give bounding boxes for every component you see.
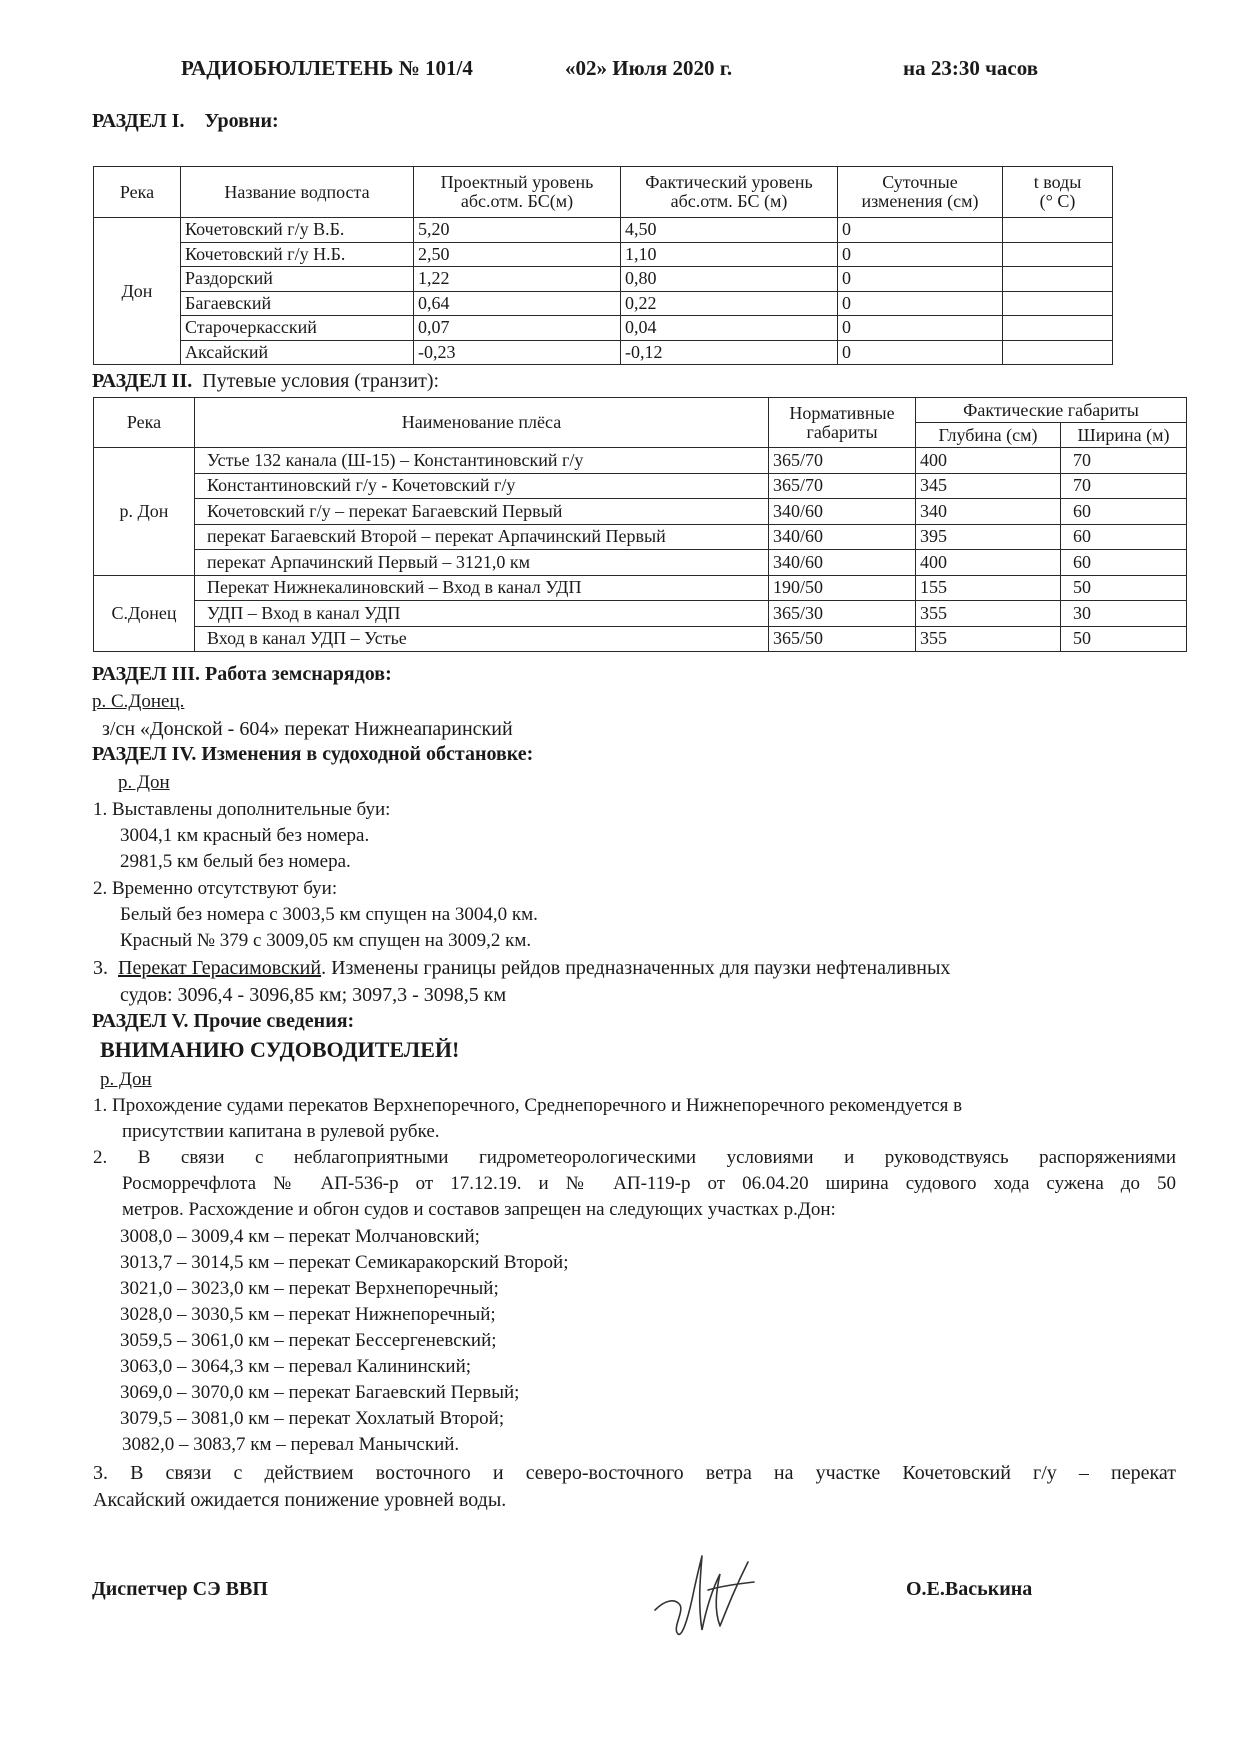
design-cell: -0,23: [414, 340, 621, 365]
col-water-temp: [1003, 167, 1113, 218]
section5-item2-line3: метров. Расхождение и обгон судов и составов запрещен на следующих участках р.Дон:: [122, 1199, 836, 1220]
table-row: [94, 601, 1187, 627]
table-row: [94, 218, 1113, 243]
width-cell: 60: [1061, 524, 1187, 550]
norm-cell: 340/60: [769, 524, 916, 550]
temp-cell: [1003, 291, 1113, 316]
temp-cell: [1003, 316, 1113, 341]
restricted-site: 3013,7 – 3014,5 км – перекат Семикаракорский Второй;: [120, 1252, 569, 1273]
reach-cell: Константиновский г/у - Кочетовский г/у: [195, 473, 769, 499]
col-actual-dimensions: Фактические габариты: [916, 398, 1187, 423]
design-cell: 0,64: [414, 291, 621, 316]
table-row: [94, 340, 1113, 365]
table-row: [94, 267, 1113, 292]
width-cell: 50: [1061, 575, 1187, 601]
col-normative-l2: габариты: [806, 421, 878, 442]
col-normative-l1: Нормативные: [789, 402, 895, 423]
col-width: Ширина (м): [1061, 423, 1187, 448]
width-cell: 70: [1061, 448, 1187, 474]
depth-cell: 155: [916, 575, 1061, 601]
section2-title: Путевые условия (транзит):: [202, 370, 440, 392]
section4-item3-text: . Изменены границы рейдов предназначенных для паузки нефтеналивных: [321, 957, 951, 979]
norm-cell: 365/30: [769, 601, 916, 627]
section2-heading: [92, 370, 439, 393]
table-row: [94, 550, 1187, 576]
dispatcher-name: О.Е.Васькина: [906, 1578, 1033, 1600]
reach-cell: перекат Арпачинский Первый – 3121,0 км: [195, 550, 769, 576]
actual-cell: 0,04: [621, 316, 838, 341]
norm-cell: 340/60: [769, 499, 916, 525]
table-row: [94, 448, 1187, 474]
section5-item1-line2: присутствии капитана в рулевой рубке.: [122, 1121, 440, 1142]
table-row: [94, 499, 1187, 525]
section5-heading: РАЗДЕЛ V. Прочие сведения:: [92, 1010, 355, 1032]
actual-cell: 0,80: [621, 267, 838, 292]
reach-cell: УДП – Вход в канал УДП: [195, 601, 769, 627]
actual-cell: 4,50: [621, 218, 838, 243]
change-cell: 0: [838, 291, 1003, 316]
norm-cell: 190/50: [769, 575, 916, 601]
restricted-site: 3008,0 – 3009,4 км – перекат Молчановский;: [120, 1226, 480, 1247]
section4-item1: 1. Выставлены дополнительные буи:: [93, 799, 391, 820]
width-cell: 60: [1061, 550, 1187, 576]
attention-heading: ВНИМАНИЮ СУДОВОДИТЕЛЕЙ!: [100, 1037, 460, 1062]
section3-dredger-line: з/сн «Донской - 604» перекат Нижнеапаринский: [102, 718, 513, 740]
col-daily-change-l1: Суточные: [882, 172, 958, 193]
post-cell: Багаевский: [181, 291, 414, 316]
reach-cell: Вход в канал УДП – Устье: [195, 626, 769, 652]
col-water-temp-l2: (° С): [1039, 191, 1076, 211]
design-cell: 2,50: [414, 242, 621, 267]
depth-cell: 355: [916, 626, 1061, 652]
section1-title: Уровни:: [204, 110, 279, 132]
col-water-temp-l1: t воды: [1033, 172, 1082, 193]
section4-item2: 2. Временно отсутствуют буи:: [93, 878, 338, 899]
section4-item3-number: 3.: [93, 957, 108, 979]
restricted-site: 3063,0 – 3064,3 км – перевал Калининский;: [120, 1356, 472, 1377]
reach-cell: перекат Багаевский Второй – перекат Арпачинский Первый: [195, 524, 769, 550]
levels-table: [93, 166, 1113, 365]
col-normative: [769, 398, 916, 448]
section1-heading: [92, 110, 279, 133]
actual-cell: -0,12: [621, 340, 838, 365]
actual-cell: 0,22: [621, 291, 838, 316]
col-design-level-l1: Проектный уровень: [440, 172, 594, 193]
width-cell: 30: [1061, 601, 1187, 627]
norm-cell: 340/60: [769, 550, 916, 576]
change-cell: 0: [838, 316, 1003, 341]
restricted-site: 3021,0 – 3023,0 км – перекат Верхнепоречный;: [120, 1278, 499, 1299]
col-reach: Наименование плёса: [195, 398, 769, 448]
col-daily-change: [838, 167, 1003, 218]
width-cell: 70: [1061, 473, 1187, 499]
col-daily-change-l2: изменения (см): [861, 191, 979, 211]
change-cell: 0: [838, 242, 1003, 267]
table-row: [94, 473, 1187, 499]
section5-item3-line1: 3. В связи с действием восточного и северо-восточного ветра на участке Кочетовский г/у – перекат: [93, 1462, 1176, 1484]
restricted-site: 3059,5 – 3061,0 км – перекат Бессергеневский;: [120, 1330, 497, 1351]
depth-cell: 345: [916, 473, 1061, 499]
post-cell: Старочеркасский: [181, 316, 414, 341]
reach-cell: Перекат Нижнекалиновский – Вход в канал УДП: [195, 575, 769, 601]
design-cell: 1,22: [414, 267, 621, 292]
change-cell: 0: [838, 218, 1003, 243]
section4-heading: РАЗДЕЛ IV. Изменения в судоходной обстановке:: [92, 743, 534, 765]
section3-river: р. С.Донец.: [92, 691, 185, 712]
temp-cell: [1003, 242, 1113, 267]
bulletin-date: «02» Июля 2020 г.: [565, 56, 733, 80]
table-row: [94, 626, 1187, 652]
section4-item2b: Красный № 379 с 3009,05 км спущен на 3009,2 км.: [120, 930, 532, 951]
col-river: Река: [94, 398, 195, 448]
depth-cell: 400: [916, 448, 1061, 474]
norm-cell: 365/70: [769, 473, 916, 499]
depth-cell: 400: [916, 550, 1061, 576]
section3-heading: РАЗДЕЛ III. Работа земснарядов:: [92, 663, 392, 685]
col-post: Название водпоста: [181, 167, 414, 218]
norm-cell: 365/70: [769, 448, 916, 474]
norm-cell: 365/50: [769, 626, 916, 652]
table-row: [94, 575, 1187, 601]
col-design-level-l2: абс.отм. БС(м): [460, 191, 574, 211]
section4-item2a: Белый без номера с 3003,5 км спущен на 3004,0 км.: [120, 904, 538, 925]
reach-cell: Устье 132 канала (Ш-15) – Константиновский г/у: [195, 448, 769, 474]
table-row: [94, 242, 1113, 267]
dispatcher-label: Диспетчер СЭ ВВП: [92, 1578, 268, 1600]
section5-item1-line1: 1. Прохождение судами перекатов Верхнепоречного, Среднепоречного и Нижнепоречного рекомендуется в: [93, 1095, 963, 1116]
width-cell: 50: [1061, 626, 1187, 652]
bulletin-time: на 23:30 часов: [903, 56, 1039, 80]
temp-cell: [1003, 267, 1113, 292]
design-cell: 5,20: [414, 218, 621, 243]
depth-cell: 355: [916, 601, 1061, 627]
section5-item2-line2: Росморречфлота № АП-536-р от 17.12.19. и № АП-119-р от 06.04.20 ширина судового хода сужена до 50: [122, 1173, 1176, 1194]
levels-table-header: [94, 167, 1113, 218]
section5-river: р. Дон: [100, 1069, 152, 1090]
section4-river: р. Дон: [118, 772, 170, 793]
section4-item1b: 2981,5 км белый без номера.: [120, 851, 351, 872]
temp-cell: [1003, 218, 1113, 243]
route-table-header: [94, 398, 1187, 423]
route-conditions-table: [93, 397, 1187, 652]
restricted-site: 3028,0 – 3030,5 км – перекат Нижнепоречный;: [120, 1304, 496, 1325]
width-cell: 60: [1061, 499, 1187, 525]
col-design-level: [414, 167, 621, 218]
table-row: [94, 524, 1187, 550]
col-depth: Глубина (см): [916, 423, 1061, 448]
change-cell: 0: [838, 340, 1003, 365]
section4-item3-line2: судов: 3096,4 - 3096,85 км; 3097,3 - 3098,5 км: [120, 984, 507, 1006]
post-cell: Раздорский: [181, 267, 414, 292]
bulletin-title: РАДИОБЮЛЛЕТЕНЬ № 101/4: [181, 56, 473, 80]
restricted-site: 3082,0 – 3083,7 км – перевал Манычский.: [122, 1434, 460, 1455]
post-cell: Аксайский: [181, 340, 414, 365]
section2-number: РАЗДЕЛ II.: [92, 370, 193, 392]
col-actual-level-l2: абс.отм. БС (м): [670, 191, 788, 211]
section5-item2-line1: 2. В связи с неблагоприятными гидрометеорологическими условиями и руководствуясь распоряжениями: [93, 1147, 1176, 1168]
actual-cell: 1,10: [621, 242, 838, 267]
restricted-site: 3079,5 – 3081,0 км – перекат Хохлатый Второй;: [120, 1408, 505, 1429]
col-actual-level: [621, 167, 838, 218]
change-cell: 0: [838, 267, 1003, 292]
section4-item3: [93, 955, 950, 981]
depth-cell: 340: [916, 499, 1061, 525]
table-row: [94, 316, 1113, 341]
river-cell: р. Дон: [94, 448, 195, 576]
restricted-site: 3069,0 – 3070,0 км – перекат Багаевский Первый;: [120, 1382, 520, 1403]
handwritten-signature: [650, 1550, 760, 1645]
river-cell: Дон: [94, 218, 181, 365]
design-cell: 0,07: [414, 316, 621, 341]
temp-cell: [1003, 340, 1113, 365]
river-cell: С.Донец: [94, 575, 195, 652]
table-row: [94, 291, 1113, 316]
post-cell: Кочетовский г/у Н.Б.: [181, 242, 414, 267]
section5-item3-line2: Аксайский ожидается понижение уровней воды.: [93, 1489, 507, 1511]
section4-item1a: 3004,1 км красный без номера.: [120, 825, 370, 846]
col-river: Река: [94, 167, 181, 218]
depth-cell: 395: [916, 524, 1061, 550]
section1-number: РАЗДЕЛ I.: [92, 110, 185, 132]
reach-cell: Кочетовский г/у – перекат Багаевский Первый: [195, 499, 769, 525]
post-cell: Кочетовский г/у В.Б.: [181, 218, 414, 243]
section4-item3-link: Перекат Герасимовский: [118, 957, 322, 979]
col-actual-level-l1: Фактический уровень: [645, 172, 813, 193]
